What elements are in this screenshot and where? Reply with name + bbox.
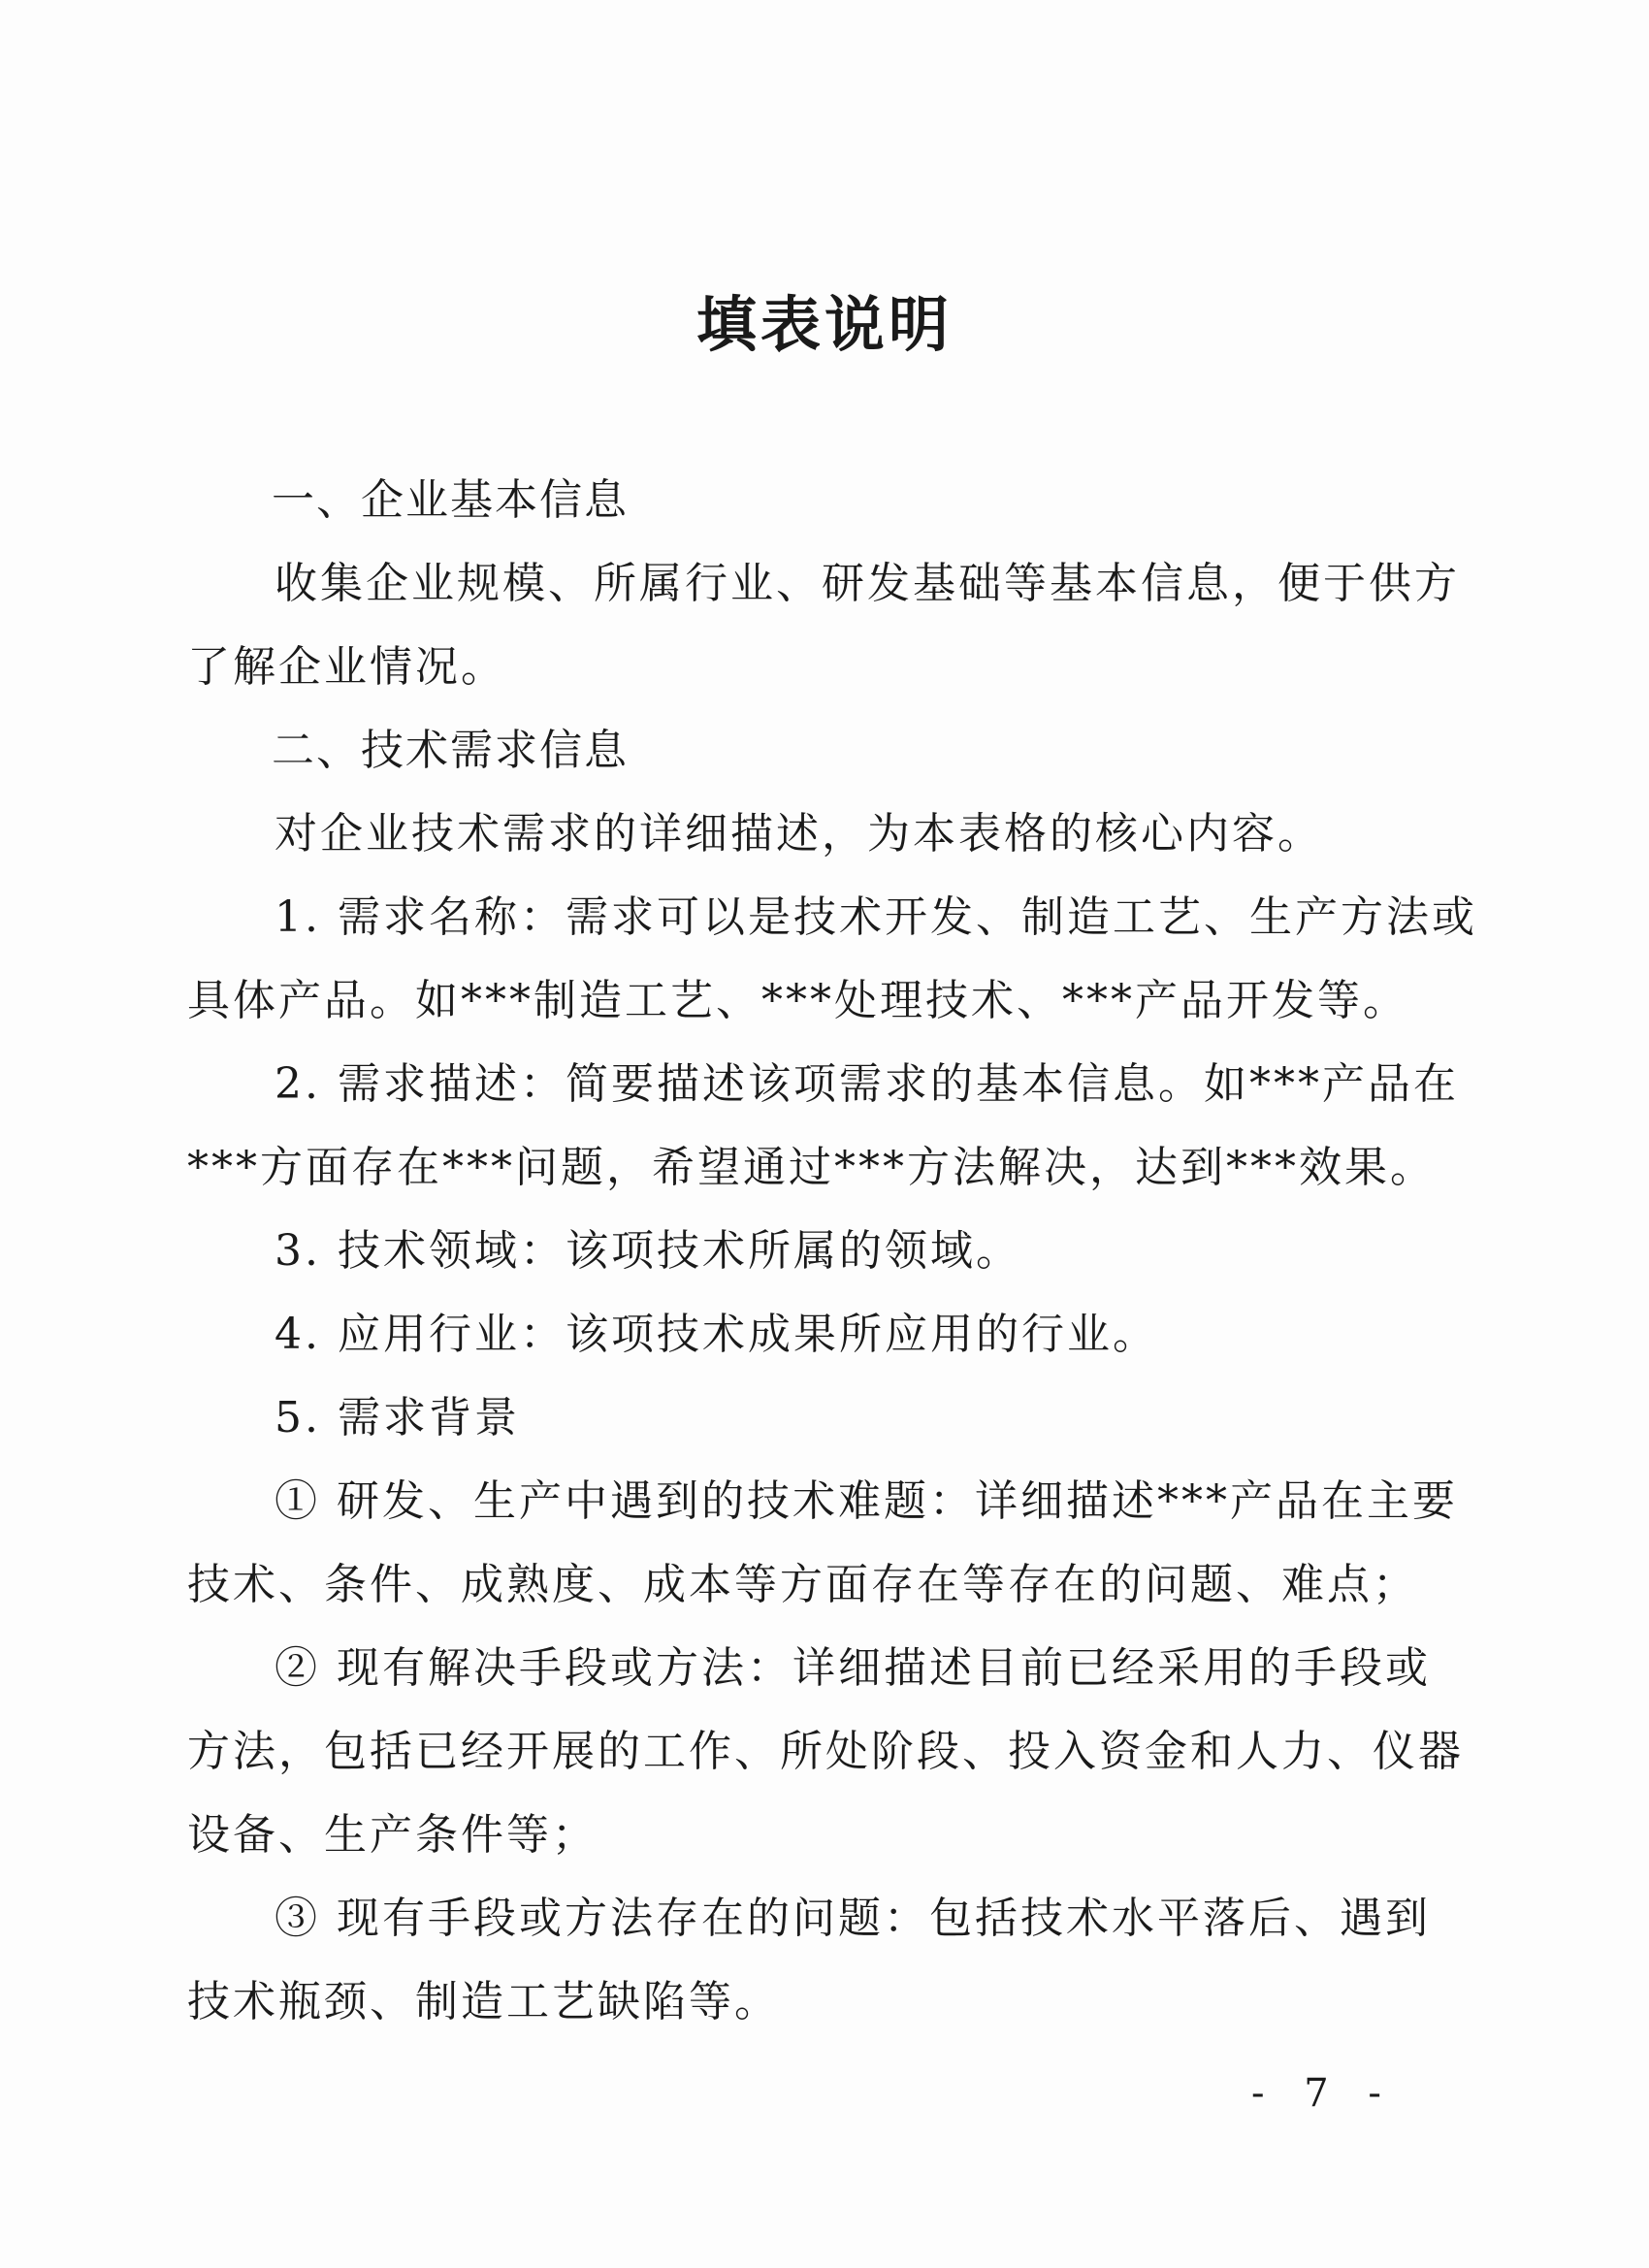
section-heading-tech-demand: 二、技术需求信息 [272,726,629,775]
sub-item-line: 方法，包括已经开展的工作、所处阶段、投入资金和人力、仪器 [187,1727,1464,1776]
sub-item-line: ③ 现有手段或方法存在的问题：包括技术水平落后、遇到 [275,1894,1431,1943]
paragraph-line: 对企业技术需求的详细描述，为本表格的核心内容。 [275,809,1323,859]
page-number: - 7 - [1251,2071,1395,2116]
list-item-line: 2. 需求描述：简要描述该项需求的基本信息。如***产品在 [275,1059,1459,1109]
list-item-line: ***方面存在***问题，希望通过***方法解决，达到***效果。 [187,1143,1436,1192]
list-item-line: 3. 技术领域：该项技术所属的领域。 [275,1226,1021,1276]
sub-item-line: 技术瓶颈、制造工艺缺陷等。 [187,1977,780,2026]
sub-item-line: 技术、条件、成熟度、成本等方面存在等存在的问题、难点； [187,1560,1418,1609]
list-item-line: 具体产品。如***制造工艺、***处理技术、***产品开发等。 [187,976,1408,1025]
sub-item-line: ① 研发、生产中遇到的技术难题：详细描述***产品在主要 [275,1476,1458,1526]
paragraph-line: 了解企业情况。 [187,642,506,692]
page-title: 填表说明 [695,289,953,360]
sub-item-line: ② 现有解决手段或方法：详细描述目前已经采用的手段或 [275,1643,1431,1693]
list-item-line: 4. 应用行业：该项技术成果所应用的行业。 [275,1310,1158,1359]
paragraph-line: 收集企业规模、所属行业、研发基础等基本信息，便于供方 [275,559,1460,608]
list-item-line: 5. 需求背景 [275,1393,520,1442]
list-item-line: 1. 需求名称：需求可以是技术开发、制造工艺、生产方法或 [275,892,1477,942]
section-heading-basic-info: 一、企业基本信息 [272,475,629,525]
sub-item-line: 设备、生产条件等； [187,1810,598,1860]
